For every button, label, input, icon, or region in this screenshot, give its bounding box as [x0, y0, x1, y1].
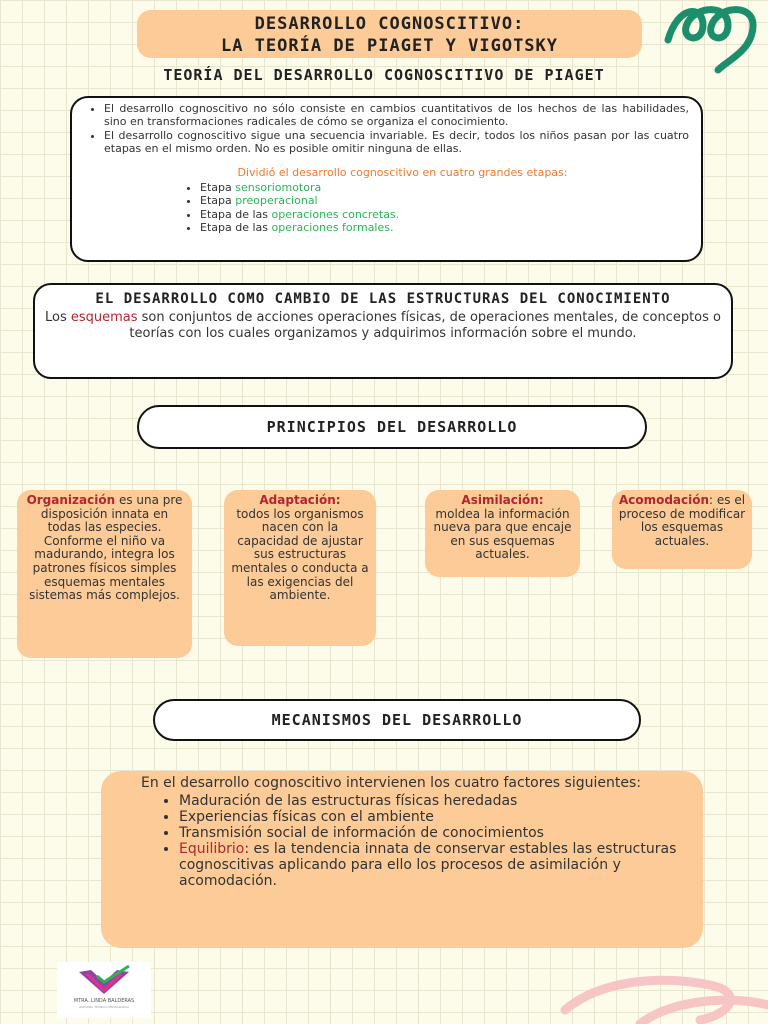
- author-logo: [57, 962, 151, 1018]
- logo-subtitle: ASESORA TÉCNICO PEDAGÓGICO: [79, 1005, 129, 1009]
- mechanisms-box: [101, 771, 703, 948]
- factors-list: [141, 793, 683, 889]
- adaptation-card: [224, 490, 376, 646]
- stage-name: sensoriomotora: [235, 181, 322, 195]
- organization-card: [17, 490, 192, 658]
- accommodation-text: : es el proceso de modificar los esquemas actuales.: [618, 493, 746, 548]
- piaget-theory-box: [70, 96, 703, 262]
- stage-prefix: Etapa: [200, 194, 236, 208]
- theory-bullet-list: [86, 102, 689, 156]
- factor-item: • Transmisión social de información de conocimientos: [179, 825, 683, 841]
- knowledge-structures-heading: EL DESARROLLO COMO CAMBIO DE LAS ESTRUCTURAS DEL CONOCIMIENTO: [95, 291, 671, 307]
- organization-text: es una pre disposición innata en todas las especies. Conforme el niño va madurando, integra los patrones físicos simples esquemas mentales sistemas más complejos.: [29, 493, 183, 603]
- stage-name: operaciones formales.: [271, 221, 394, 235]
- stage-name: operaciones concretas.: [271, 207, 400, 221]
- knowledge-structures-box: [33, 283, 733, 379]
- mechanisms-heading: MECANISMOS DEL DESARROLLO: [153, 699, 641, 741]
- list-item: • El desarrollo cognoscitivo sigue una secuencia invariable. Es decir, todos los niños pasan por las cuatro etapas en el mismo orden. No es posible omitir ninguna de ellas.: [104, 129, 689, 156]
- logo-name: MTRA. LINDA BALDERAS: [73, 998, 135, 1004]
- stage-item: [200, 208, 689, 221]
- title-line-2: LA TEORÍA DE PIAGET Y VIGOTSKY: [220, 36, 559, 56]
- stage-item: [200, 194, 689, 207]
- accommodation-card: [612, 490, 752, 569]
- stage-prefix: Etapa de las: [200, 221, 272, 235]
- equilibrium-label: Equilibrio: [179, 841, 245, 857]
- title-line-1: DESARROLLO COGNOSCITIVO:: [254, 14, 525, 34]
- adaptation-label: Adaptación:: [259, 493, 341, 507]
- stages-title: Dividió el desarrollo cognoscitivo en cuatro grandes etapas:: [237, 165, 568, 179]
- stage-item: [200, 221, 689, 234]
- adaptation-text: todos los organismos nacen con la capacidad de ajustar sus estructuras mentales o conducta a las exigencias del ambiente.: [231, 506, 369, 603]
- assimilation-card: [425, 490, 580, 577]
- assimilation-label: Asimilación:: [461, 493, 544, 507]
- piaget-heading: TEORÍA DEL DESARROLLO COGNOSCITIVO DE PIAGET: [163, 66, 605, 84]
- list-item: • El desarrollo cognoscitivo no sólo consiste en cambios cuantitativos de los hechos de las habilidades, sino en transformaciones radicales de cómo se organiza el conocimiento.: [104, 102, 689, 129]
- factor-item: • Experiencias físicas con el ambiente: [179, 809, 683, 825]
- accommodation-label: Acomodación: [618, 493, 710, 507]
- equilibrium-text: : es la tendencia innata de conservar estables las estructuras cognoscitivas aplicando para ello los procesos de asimilación y acomodación.: [179, 841, 677, 889]
- stage-name: preoperacional: [235, 194, 318, 208]
- stage-prefix: Etapa: [200, 181, 236, 195]
- text-segment: son conjuntos de acciones operaciones físicas, de operaciones mentales, de conceptos o teorías con los cuales organizamos y adquirimos información sobre el mundo.: [129, 310, 721, 341]
- schemas-paragraph: [35, 310, 731, 342]
- mechanisms-intro: En el desarrollo cognoscitivo intervienen los cuatro factores siguientes:: [141, 775, 641, 791]
- factor-item: [179, 841, 683, 889]
- swirl-decoration-icon: [560, 970, 768, 1024]
- heart-logo-icon: [57, 962, 151, 998]
- organization-label: Organización: [26, 493, 116, 507]
- stage-prefix: Etapa de las: [200, 207, 272, 221]
- schemas-highlight: esquemas: [70, 310, 138, 325]
- stages-list: [186, 181, 689, 235]
- text-segment: Los: [44, 310, 71, 325]
- page-title: [137, 10, 642, 58]
- assimilation-text: moldea la información nueva para que encaje en sus esquemas actuales.: [433, 506, 572, 562]
- principles-heading: PRINCIPIOS DEL DESARROLLO: [137, 405, 647, 449]
- stage-item: [200, 181, 689, 194]
- factor-item: • Maduración de las estructuras físicas heredadas: [179, 793, 683, 809]
